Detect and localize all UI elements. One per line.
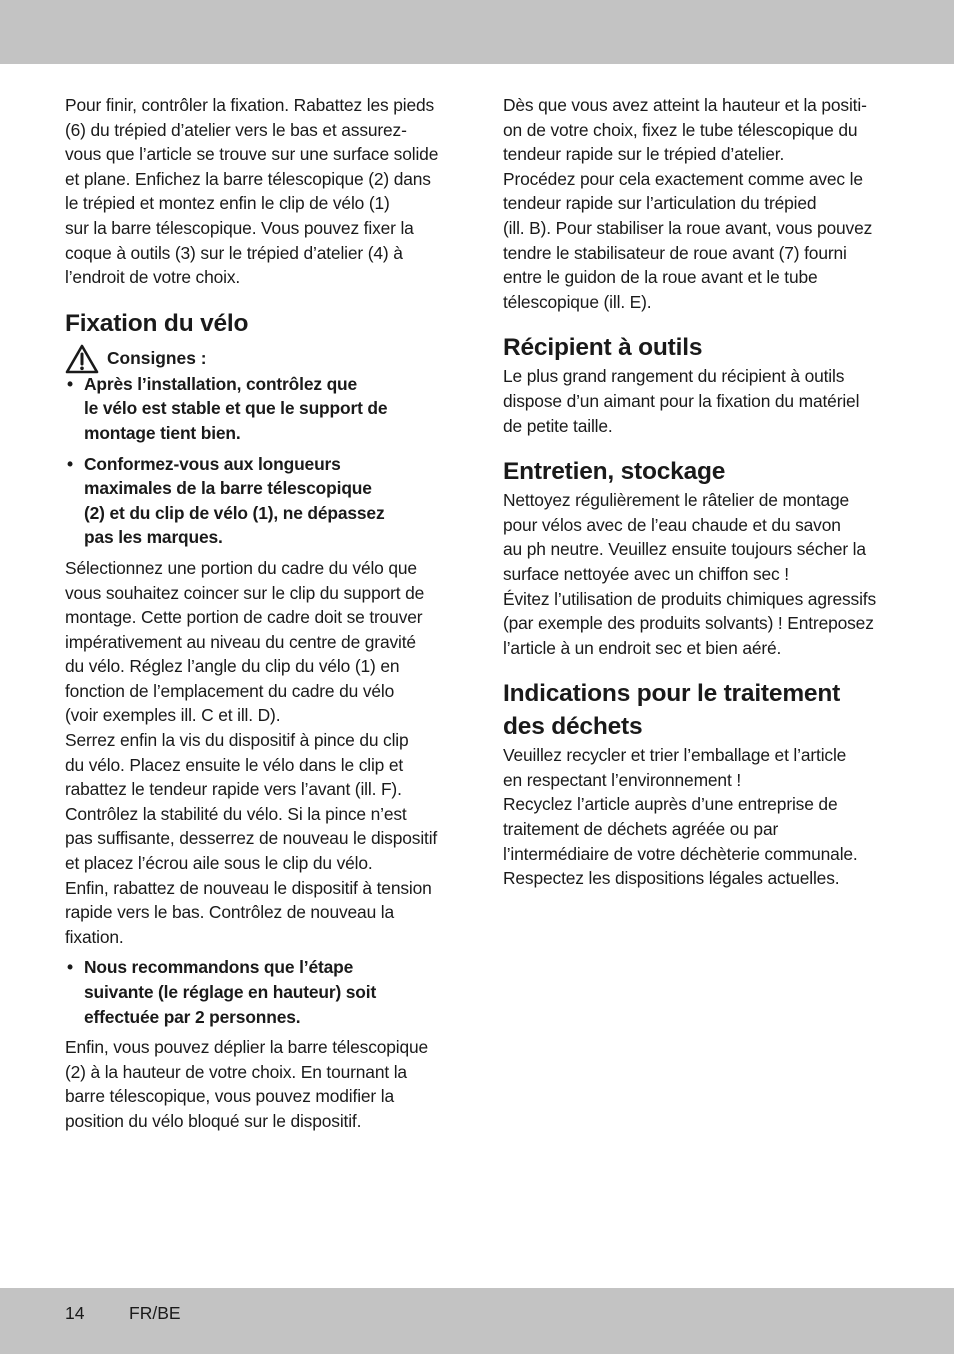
note-item: • Nous recommandons que l’étape suivante (le réglage en hauteur) soit effectuée par 2 personnes.: [65, 955, 458, 1029]
page-number: 14: [65, 1303, 85, 1323]
note-list: [65, 955, 458, 1029]
tools-paragraph: Le plus grand rangement du récipient à outils dispose d’un aimant pour la fixation du matériel de petite taille.: [503, 366, 860, 436]
intro-paragraph: Dès que vous avez atteint la hauteur et la positi- on de votre choix, fixez le tube télescopique du tendeur rapide sur le trépied d’atelier. Procédez pour cela exactement comme avec le tendeur rapide sur l’articulation du trépied (ill. B). Pour stabiliser la roue avant, vous pouvez tendre le stabilisateur de roue avant (7) fourni entre le guidon de la roue avant et le tube télescopique (ill. E).: [503, 95, 873, 312]
warning-list: [65, 372, 458, 550]
left-column: [65, 93, 458, 1134]
section-heading-tools: Récipient à outils: [503, 334, 703, 362]
section-heading-disposal: Indications pour le traitement des déchets: [503, 680, 841, 741]
section-heading-maintenance: Entretien, stockage: [503, 458, 726, 486]
intro-paragraph: Pour finir, contrôler la fixation. Rabattez les pieds (6) du trépied d’atelier vers le bas et assurez- vous que l’article se trouve sur une surface solide et plane. Enfichez la barre télescopique (2) dans le trépied et montez enfin le clip de vélo (1) sur la barre télescopique. Vous pouvez fixer la coque à outils (3) sur le trépied d’atelier (4) à l’endroit de votre choix.: [65, 95, 439, 288]
warning-header: [65, 346, 458, 372]
language-code: FR/BE: [129, 1303, 181, 1323]
section-heading-bike-fixing: Fixation du vélo: [65, 309, 249, 337]
warning-triangle-icon: [65, 344, 99, 374]
warning-item: • Après l’installation, contrôlez que le vélo est stable et que le support de montage tient bien.: [65, 372, 458, 446]
warning-label: Consignes :: [107, 348, 207, 369]
body-paragraph: Enfin, vous pouvez déplier la barre télescopique (2) à la hauteur de votre choix. En tournant la barre télescopique, vous pouvez modifier la position du vélo bloqué sur le dispositif.: [65, 1037, 429, 1131]
right-column: [503, 93, 895, 891]
body-paragraph: Sélectionnez une portion du cadre du vélo que vous souhaitez coincer sur le clip du support de montage. Cette portion de cadre doit se trouver impérativement au niveau du centre de gravité du vélo. Réglez l’angle du clip du vélo (1) en fonction de l’emplacement du cadre du vélo (voir exemples ill. C et ill. D). Serrez enfin la vis du dispositif à pince du clip du vélo. Placez ensuite le vélo dans le clip et rabattez le tendeur rapide vers l’avant (ill. F). Contrôlez la stabilité du vélo. Si la pince n’est pas suffisante, desserrez de nouveau le dispositif et placez l’écrou aile sous le clip du vélo. Enfin, rabattez de nouveau le dispositif à tension rapide vers le bas. Contrôlez de nouveau la fixation.: [65, 557, 438, 947]
warning-item: • Conformez-vous aux longueurs maximales de la barre télescopique (2) et du clip de vélo (1), ne dépassez pas les marques.: [65, 452, 458, 550]
disposal-paragraph: Veuillez recycler et trier l’emballage et l’article en respectant l’environnement ! Recyclez l’article auprès d’une entreprise de traitement de déchets agréée ou par l’intermédiaire de votre déchèterie communale. Respectez les dispositions légales actuelles.: [503, 745, 858, 889]
header-bar: [0, 0, 954, 64]
maintenance-paragraph: Nettoyez régulièrement le râtelier de montage pour vélos avec de l’eau chaude et du savon au ph neutre. Veuillez ensuite toujours sécher la surface nettoyée avec un chiffon sec ! Évitez l’utilisation de produits chimiques agressifs (par exemple des produits solvants) ! Entreposez l’article à un endroit sec et bien aéré.: [503, 490, 877, 658]
